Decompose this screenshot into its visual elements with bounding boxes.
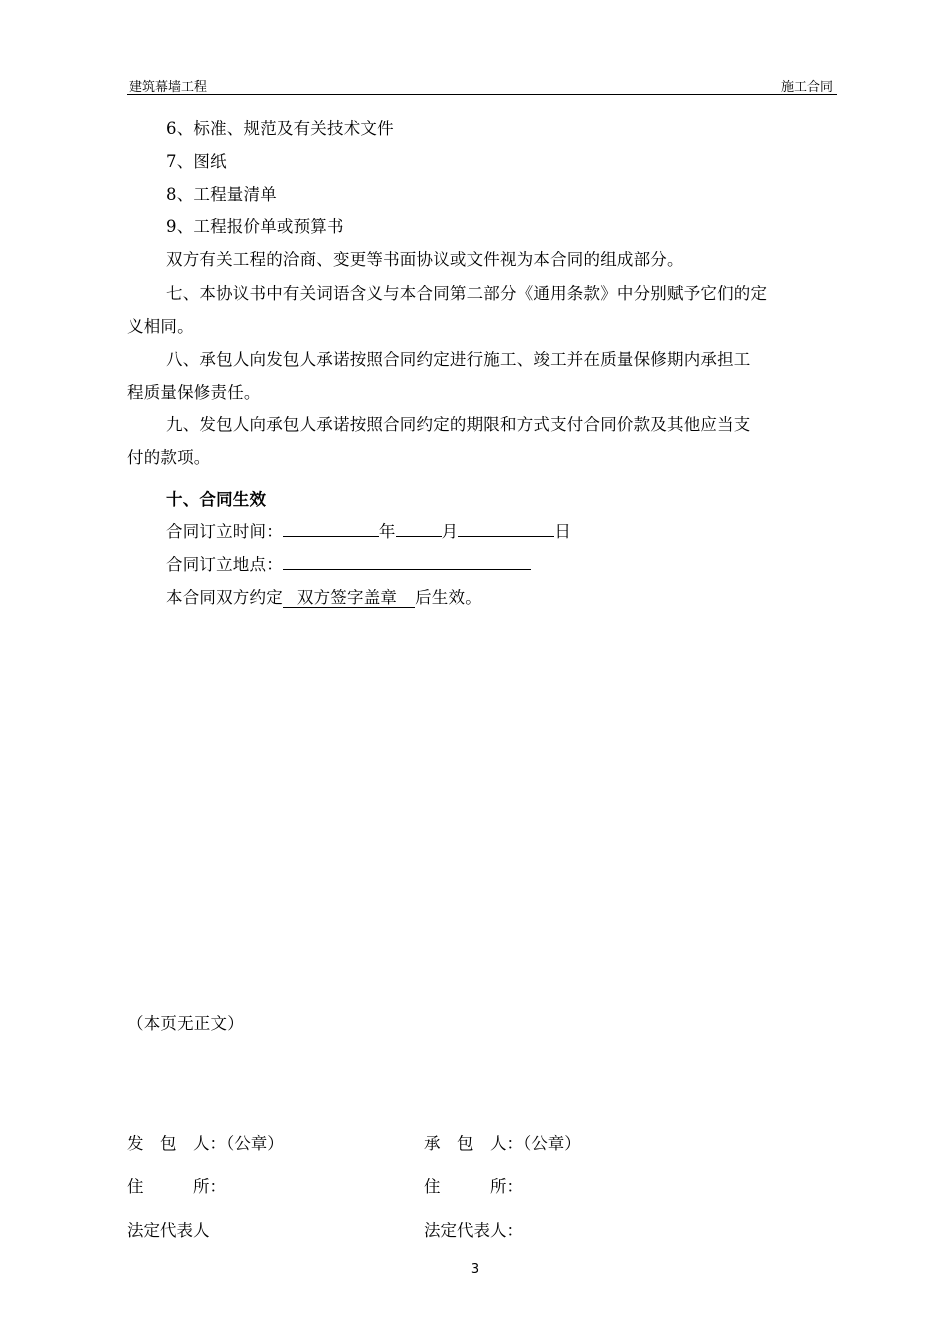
- contractor-address-label: 住 所：: [424, 1177, 523, 1196]
- effect-suffix: 后生效。: [415, 588, 482, 607]
- day-label: 日: [554, 522, 572, 541]
- day-blank: [458, 518, 554, 537]
- page-number: 3: [470, 1262, 480, 1277]
- employer-party-label: 发 包 人：（公章）: [127, 1134, 284, 1153]
- contract-time-label: 合同订立时间：: [166, 522, 283, 541]
- article-9-line-1: 九、发包人向承包人承诺按照合同约定的期限和方式支付合同价款及其他应当支: [166, 415, 751, 434]
- employer-address-label: 住 所：: [127, 1177, 226, 1196]
- article-8-line-2: 程质量保修责任。: [127, 383, 261, 402]
- agreement-paragraph: 双方有关工程的洽商、变更等书面协议或文件视为本合同的组成部分。: [166, 250, 684, 269]
- contract-place-line: [166, 551, 531, 575]
- list-item: 8、工程量清单: [166, 185, 277, 204]
- no-text-note: （本页无正文）: [127, 1014, 244, 1033]
- contract-time-line: [166, 518, 571, 542]
- article-8-line-1: 八、承包人向发包人承诺按照合同约定进行施工、竣工并在质量保修期内承担工: [166, 350, 751, 369]
- list-item: 6、标准、规范及有关技术文件: [166, 119, 394, 138]
- employer-rep-label: 法定代表人: [127, 1221, 210, 1240]
- year-blank: [283, 518, 379, 537]
- article-7-line-1: 七、本协议书中有关词语含义与本合同第二部分《通用条款》中分别赋予它们的定: [166, 284, 768, 303]
- list-item: 7、图纸: [166, 152, 227, 171]
- article-9-line-2: 付的款项。: [127, 448, 211, 467]
- header-doc-title: 建筑幕墙工程: [129, 80, 208, 95]
- effect-condition: 双方签字盖章: [283, 588, 415, 608]
- contract-effect-line: [166, 584, 482, 608]
- page-header: [127, 76, 837, 95]
- month-label: 月: [441, 522, 459, 541]
- contract-place-label: 合同订立地点：: [166, 555, 283, 574]
- list-item: 9、工程报价单或预算书: [166, 217, 344, 236]
- article-7-line-2: 义相同。: [127, 317, 194, 336]
- effect-prefix: 本合同双方约定: [166, 588, 283, 607]
- place-blank: [283, 551, 531, 570]
- contractor-rep-label: 法定代表人：: [424, 1221, 523, 1240]
- contractor-party-label: 承 包 人：（公章）: [424, 1134, 581, 1153]
- header-section-title: 施工合同: [780, 80, 833, 95]
- year-label: 年: [378, 522, 396, 541]
- month-blank: [396, 518, 442, 537]
- article-10-title: 十、合同生效: [166, 490, 267, 509]
